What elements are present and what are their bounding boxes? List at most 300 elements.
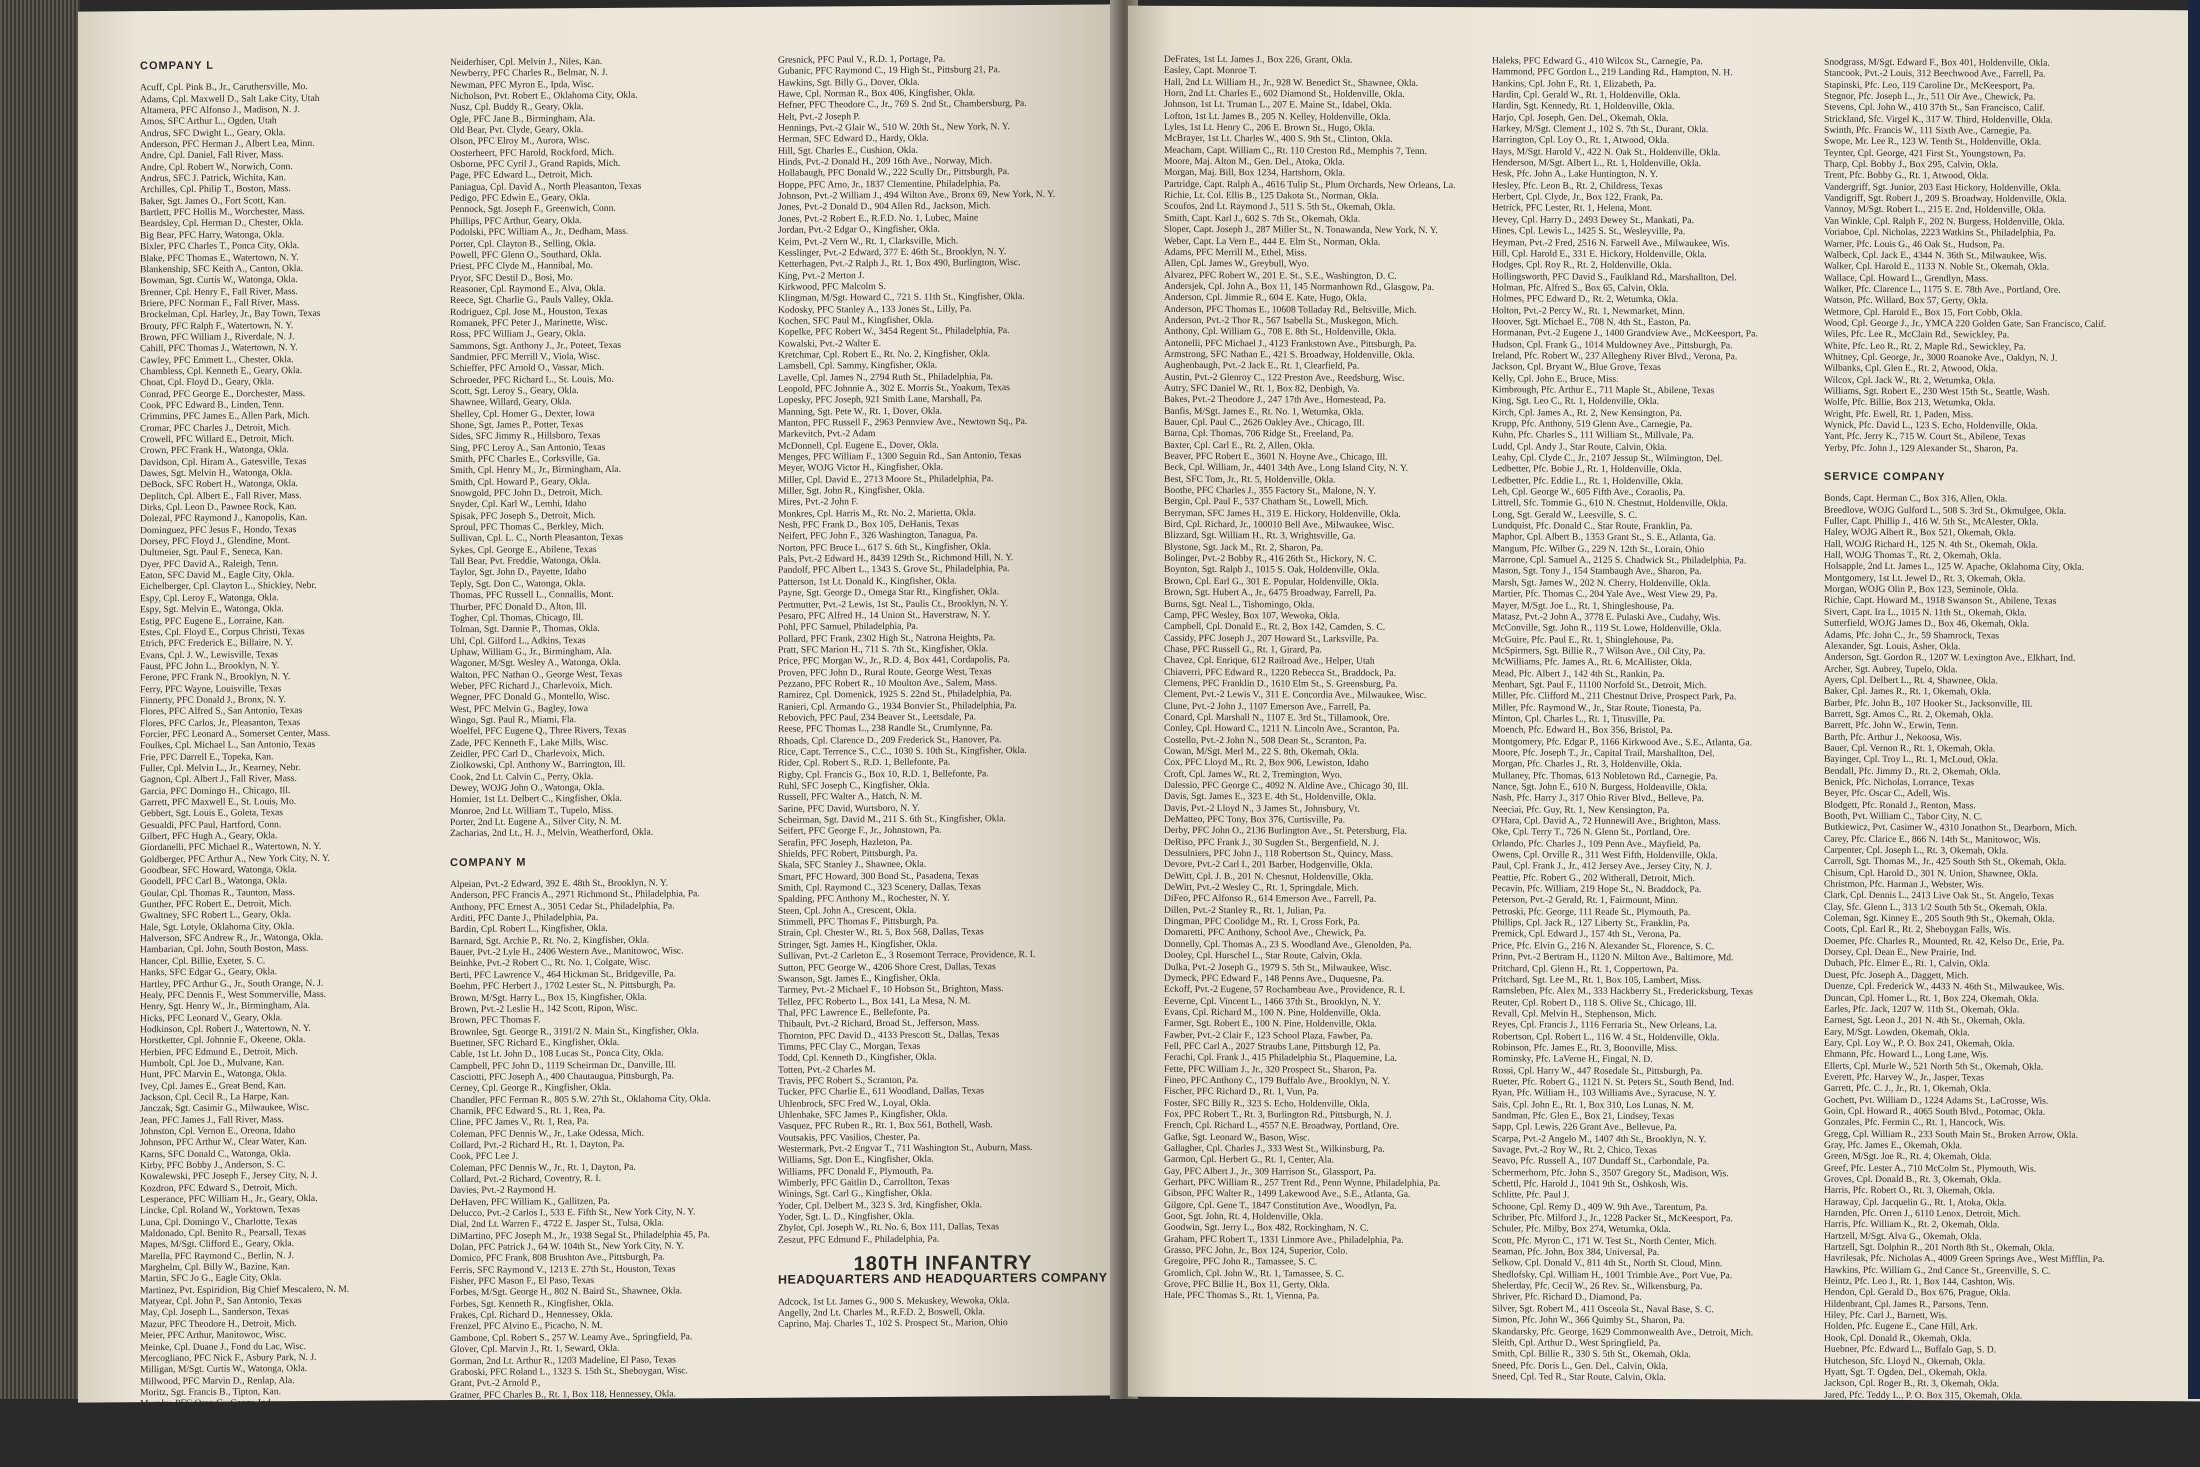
- roster-entry: Hall, WOJG Thomas T., Rt. 2, Okemah, Okla.: [1824, 549, 2002, 562]
- roster-entry: French, Cpl. Richard L., 4557 N.E. Broadway, Portland, Ore.: [1164, 1120, 1400, 1133]
- roster-entry: Holden, Pfc. Eugene E., Cane Hill, Ark.: [1824, 1321, 1978, 1333]
- roster-entry: Collard, Pvt.-2 Richard, Coventry, R. I.: [450, 1172, 601, 1186]
- roster-entry: Revall, Cpl. Melvin H., Stephenson, Mich.: [1492, 1008, 1657, 1020]
- roster-entry: Gray, Pfc. James E., Okemah, Okla.: [1824, 1139, 1963, 1152]
- roster-entry: Chiaverri, PFC Edward R., 1220 Rebecca St., Braddock, Pa.: [1164, 666, 1397, 679]
- roster-entry: Moritz, Sgt. Francis B., Tipton, Kan.: [140, 1386, 281, 1399]
- roster-entry: Hill, Sgt. Charles E., Cushion, Okla.: [778, 144, 918, 157]
- roster-entry: Cowan, M/Sgt. Merl M., 22 S. 8th, Okemah, Okla.: [1164, 745, 1360, 758]
- roster-entry: Harkey, M/Sgt. Clement J., 102 S. 7th St., Durant, Okla.: [1492, 123, 1709, 136]
- roster-entry: Shriver, Pfc. Richard D., Diamond, Pa.: [1492, 1291, 1642, 1304]
- roster-entry: DeBock, SFC Robert H., Watonga, Okla.: [140, 478, 298, 491]
- roster-entry: Kirch, Cpl. James A., Rt. 2, New Kensington, Pa.: [1492, 406, 1682, 419]
- roster-entry: Sais, Cpl. John E., Rt. 1, Box 310, Los Lunas, N. M.: [1492, 1098, 1694, 1111]
- roster-entry: Beardsley, Cpl. Herman D., Chester, Okla.: [140, 217, 304, 230]
- roster-entry: Woelfel, PFC Eugene Q., Three Rivers, Texas: [450, 725, 627, 738]
- roster-entry: Millwood, PFC Marvin D., Renlap, Ala.: [140, 1374, 295, 1387]
- roster-entry: Heintz, Pfc. Leo J., Rt. 1, Box 144, Cashton, Wis.: [1824, 1275, 2015, 1288]
- regiment-heading: 180TH INFANTRY: [853, 1252, 1033, 1276]
- roster-entry: Autry, SFC Daniel W., Rt. 1, Box 82, Denbigh, Va.: [1164, 382, 1360, 395]
- roster-entry: Hardin, Cpl. Gerald W., Rt. 1, Holdenville, Okla.: [1492, 89, 1681, 102]
- roster-entry: Wimberly, PFC Gaitlin D., Carrollton, Texas: [778, 1176, 950, 1189]
- roster-entry: Skala, SFC Stanley J., Shawnee, Okla.: [778, 859, 927, 872]
- roster-entry: Uhlenhake, SFC James P., Kingfisher, Okla.: [778, 1108, 948, 1121]
- roster-entry: Eeverne, Cpl. Vincent L., 1466 37th St., Brooklyn, N. Y.: [1164, 995, 1381, 1008]
- roster-entry: Neifert, PFC John F., 326 Washington, Tanagua, Pa.: [778, 529, 978, 543]
- roster-entry: Pedigo, PFC Edwin E., Geary, Okla.: [450, 192, 591, 205]
- roster-entry: Hall, WOJG Richard H., 125 N. 4th St., Okemah, Okla.: [1824, 538, 2038, 551]
- roster-entry: Pecavin, Pfc. William, 219 Hope St., N. Braddock, Pa.: [1492, 883, 1702, 896]
- roster-entry: Baker, Cpl. James R., Rt. 1, Okemah, Okla.: [1824, 685, 1992, 698]
- roster-entry: Zacharias, 2nd Lt., H. J., Melvin, Weatherford, Okla.: [450, 826, 654, 840]
- roster-entry: Morgan, WOJG Olin P., Box 123, Seminole, Okla.: [1824, 583, 2019, 596]
- roster-entry: Schieffer, PFC Arnold O., Vassar, Mich.: [450, 362, 604, 375]
- roster-entry: Stapinski, Pfc. Leo, 119 Caroline Dr., McKeesport, Pa.: [1824, 79, 2035, 92]
- roster-entry: Voutsakis, PFC Vasilios, Chester, Pa.: [778, 1131, 921, 1144]
- company-l-heading: COMPANY L: [140, 59, 214, 73]
- roster-entry: Austin, Pvt.-2 Glenroy C., 122 Preston Ave., Reedsburg, Wisc.: [1164, 371, 1405, 384]
- roster-entry: Anderson, PFC Thomas E., 10608 Tolladay Rd., Beltsville, Mich.: [1164, 303, 1417, 316]
- roster-entry: Spisak, PFC Joseph S., Detroit, Mich.: [450, 509, 596, 522]
- roster-entry: Owens, Cpl. Orville R., 311 West Fifth, Holdenville, Okla.: [1492, 849, 1718, 862]
- roster-entry: Bird, Cpl. Richard, Jr., 100010 Bell Ave., Milwaukee, Wisc.: [1164, 518, 1395, 531]
- roster-entry: Osborne, PFC Cyril J., Grand Rapids, Mich.: [450, 157, 621, 171]
- roster-entry: May, Cpl. Joseph L., Sanderson, Texas: [140, 1306, 289, 1319]
- roster-entry: Glover, Cpl. Marvin J., Rt. 1, Seward, Okla.: [450, 1343, 620, 1356]
- roster-entry: Archer, Sgt. Aubrey, Tupelo, Okla.: [1824, 663, 1958, 675]
- roster-entry: Smart, PFC Howard, 300 Bond St., Pasadena, Texas: [778, 870, 979, 883]
- roster-entry: Hines, Cpl. Lewis L., 1425 S. St., Wesleyville, Pa.: [1492, 225, 1686, 238]
- roster-entry: Mullaney, Pfc. Thomas, 613 Nobletown Rd., Carnegie, Pa.: [1492, 769, 1718, 782]
- roster-entry: Nusz, Cpl. Buddy R., Geary, Okla.: [450, 101, 584, 114]
- roster-entry: Thomas, PFC Russell L., Connallis, Mont.: [450, 589, 614, 602]
- roster-entry: Johnson, 1st Lt. Truman L., 207 E. Maine St., Idabel, Okla.: [1164, 99, 1392, 112]
- roster-entry: Nesh, PFC Frank D., Box 105, DeHanis, Texas: [778, 518, 959, 531]
- roster-entry: Earles, Pfc. Jack, 1207 W. 11th St., Okemah, Okla.: [1824, 1003, 2020, 1016]
- roster-entry: Gibson, PFC Walter R., 1499 Lakewood Ave., S.E., Atlanta, Ga.: [1164, 1188, 1411, 1201]
- roster-entry: Hall, 2nd Lt. William H., Jr., 928 W. Benedict St., Shawnee, Okla.: [1164, 76, 1419, 89]
- roster-entry: Stancook, Pvt.-2 Louis, 312 Beechwood Ave., Farrell, Pa.: [1824, 68, 2046, 81]
- roster-entry: Smith, Cpl. Henry M., Jr., Birmingham, Ala.: [450, 464, 622, 477]
- roster-entry: Schroeder, PFC Richard L., St. Louis, Mo.: [450, 373, 614, 386]
- roster-entry: Evans, Cpl. Richard M., 100 N. Pine, Holdenville, Okla.: [1164, 1006, 1381, 1019]
- right-column-2: [1492, 55, 1814, 1384]
- hq-company-roster-continued: [1164, 54, 1482, 1303]
- roster-entry: Crimmins, PFC James E., Allen Park, Mich.: [140, 410, 310, 423]
- roster-entry: Serafin, PFC Joseph, Hazleton, Pa.: [778, 836, 913, 849]
- roster-entry: Dewey, WOJG John O., Watonga, Okla.: [450, 781, 605, 795]
- roster-entry: Healy, PFC Dennis F., West Sommerville, Mass.: [140, 988, 327, 1002]
- roster-entry: Croft, Cpl. James W., Rt. 2, Tremington, Wyo.: [1164, 768, 1343, 781]
- roster-entry: Bardin, Cpl. Robert L., Kingfisher, Okla.: [450, 923, 608, 936]
- roster-entry: Casciotti, PFC Joseph A., 400 Chautaugua, Pittsburgh, Pa.: [450, 1070, 674, 1083]
- roster-entry: Burns, Sgt. Neal L., Tishomingo, Okla.: [1164, 598, 1315, 610]
- roster-entry: Foster, SFC Billy R., 323 S. Echo, Holdenville, Okla.: [1164, 1097, 1370, 1110]
- roster-entry: Lesperance, PFC William H., Jr., Geary, Okla.: [140, 1192, 318, 1206]
- roster-entry: Sullivan, Pvt.-2 Carleton E., 3 Rosemont Terrace, Providence, R. I.: [778, 949, 1036, 962]
- roster-entry: Davidson, Cpl. Hiram A., Gatesville, Texas: [140, 455, 307, 468]
- roster-entry: Premick, Cpl. Edward J., 157 4th St., Verona, Pa.: [1492, 928, 1682, 941]
- roster-entry: Jared, Pfc. Teddy L., P. O. Box 315, Okemah, Okla.: [1824, 1389, 2023, 1402]
- roster-entry: Reasoner, Cpl. Raymond E., Alva, Okla.: [450, 282, 606, 295]
- roster-entry: Montgomery, Pfc. Edgar P., 1166 Kirkwood Ave., S.E., Atlanta, Ga.: [1492, 735, 1752, 749]
- roster-entry: Herbien, PFC Edmund E., Detroit, Mich.: [140, 1045, 298, 1058]
- roster-entry: Lundquist, Pfc. Donald C., Star Route, Franklin, Pa.: [1492, 520, 1693, 533]
- roster-entry: Brown, PFC William J., Riverdale, N. J.: [140, 331, 295, 344]
- roster-entry: Reece, Sgt. Charlie G., Pauls Valley, Okla.: [450, 294, 614, 307]
- roster-entry: Grasso, PFC John, Jr., Box 124, Superior, Colo.: [1164, 1244, 1348, 1257]
- service-company-heading: SERVICE COMPANY: [1824, 470, 1946, 484]
- roster-entry: Farmer, Sgt. Robert E., 100 N. Pine, Holdenville, Okla.: [1164, 1018, 1377, 1030]
- roster-entry: Lyles, 1st Lt. Henry C., 206 E. Brown St., Hugo, Okla.: [1164, 121, 1375, 134]
- roster-entry: Barnard, Sgt. Archie P., Rt. No. 2, Kingfisher, Okla.: [450, 934, 650, 947]
- roster-entry: Shelerday, Pfc. Cecil W., 26 Rev. St., Wilkensburg, Pa.: [1492, 1280, 1703, 1293]
- roster-entry: King, Pvt.-2 Merton J.: [778, 269, 865, 282]
- roster-entry: Fischer, PFC Richard D., Rt. 1, Vun, Pa.: [1164, 1086, 1320, 1098]
- roster-entry: Menhart, Sgt. Paul F., 11100 Norfold St., Detroit, Mich.: [1492, 679, 1707, 692]
- roster-entry: Berti, PFC Lawrence V., 464 Hickman St., Bridgeville, Pa.: [450, 968, 676, 981]
- roster-entry: Graham, PFC Robert T., 1331 Linmore Ave., Philadelphia, Pa.: [1164, 1233, 1404, 1246]
- roster-entry: Henry, Sgt. Henry W., Jr., Birmingham, Ala.: [140, 1000, 310, 1013]
- roster-entry: Sykes, Cpl. George E., Abilene, Texas: [450, 543, 597, 556]
- roster-entry: Teply, Sgt. Don C., Watonga, Okla.: [450, 577, 586, 590]
- roster-entry: Doemer, Pfc. Charles R., Mounted, Rt. 42, Kelso Dr., Erie, Pa.: [1824, 935, 2065, 948]
- roster-entry: Acuff, Cpl. Pink B., Jr., Caruthersville, Mo.: [140, 81, 308, 94]
- roster-entry: Shone, Sgt. James P., Potter, Texas: [450, 419, 584, 432]
- roster-entry: Clemens, PFC Franklin D., 1610 Elm St., S. Greensburg, Pa.: [1164, 677, 1398, 690]
- roster-entry: Hartzell, M/Sgt. Alva G., Okemah, Okla.: [1824, 1230, 1982, 1243]
- roster-entry: Nicholson, Pvt. Robert E., Oklahoma City, Okla.: [450, 89, 638, 103]
- roster-entry: Estes, Cpl. Floyd E., Corpus Christi, Texas: [140, 625, 305, 639]
- roster-entry: Fox, PFC Robert T., Rt. 3, Burlington Rd., Pittsburgh, N. J.: [1164, 1108, 1392, 1121]
- roster-entry: Blake, PFC Thomas E., Watertown, N. Y.: [140, 251, 299, 264]
- roster-entry: Coleman, Sgt. Kinney E., 205 South 9th St., Okemah, Okla.: [1824, 912, 2055, 925]
- roster-entry: Rossi, Cpl. Harry W., 447 Rosedale St., Pittsburgh, Pa.: [1492, 1064, 1703, 1077]
- roster-entry: Evans, Cpl. J. W., Lewisville, Texas: [140, 648, 278, 661]
- roster-entry: Hendon, Cpl. Gerald D., Box 676, Prague, Okla.: [1824, 1287, 2011, 1299]
- roster-entry: Robinson, Pfc. James E., Rt. 3, Boonville, Miss.: [1492, 1042, 1678, 1054]
- roster-entry: Green, Pvt.-2 Richard R.: [450, 1411, 546, 1424]
- roster-entry: Hennings, Pvt.-2 Glair W., 510 W. 20th St., New York, N. Y.: [778, 121, 1010, 134]
- roster-entry: Wallace, Cpl. Howard L., Grendlyn, Mass.: [1824, 272, 1989, 284]
- roster-entry: Wingo, Sgt. Paul R., Miami, Fla.: [450, 714, 577, 726]
- roster-entry: Buettner, SFC Richard E., Kingfisher, Okla.: [450, 1036, 620, 1049]
- roster-entry: Powell, PFC Glenn O., Southard, Okla.: [450, 248, 602, 261]
- roster-entry: Peattie, Pfc. Robert G., 202 Witherall, Detroit, Mich.: [1492, 871, 1695, 884]
- roster-entry: Kochen, SFC Paul M., Kingfisher, Okla.: [778, 314, 934, 327]
- roster-entry: Dolezal, PFC Raymond J., Kanopolis, Kan.: [140, 512, 308, 525]
- roster-entry: Espy, Cpl. Leroy F., Watonga, Okla.: [140, 592, 279, 605]
- roster-entry: Todd, Cpl. Kenneth D., Kingfisher, Okla.: [778, 1051, 937, 1064]
- roster-entry: DiFeo, PFC Alfonso R., 614 Emerson Ave., Farrell, Pa.: [1164, 893, 1377, 906]
- roster-entry: Orlando, Pfc. Charles J., 109 Penn Ave., Mayfield, Pa.: [1492, 837, 1701, 850]
- roster-entry: Cromar, PFC Charles J., Detroit, Mich.: [140, 421, 291, 434]
- roster-entry: Andrus, SFC J. Patrick, Wichita, Kan.: [140, 172, 286, 185]
- roster-entry: Prinn, Pvt.-2 Bertram H., 1120 N. Milton Ave., Baltimore, Md.: [1492, 951, 1734, 964]
- roster-entry: Green, M/Sgt. Joe R., Rt. 4, Okemah, Okla.: [1824, 1151, 1992, 1163]
- left-column-2: [450, 55, 770, 1424]
- roster-entry: Forcier, PFC Leonard A., Somerset Center, Mass.: [140, 727, 331, 741]
- roster-entry: Dulka, Pvt.-2 Joseph G., 1979 S. 5th St., Milwaukee, Wisc.: [1164, 961, 1392, 974]
- roster-entry: Lopesky, PFC Joseph, 921 Smith Lane, Marshall, Pa.: [778, 393, 983, 407]
- roster-entry: Duest, Pfc. Joseph A., Daggett, Mich.: [1824, 969, 1969, 982]
- roster-entry: Fuller, Cpl. Melvin L., Jr., Kearney, Nebr.: [140, 762, 301, 775]
- hq-company-roster-continued-3: [1824, 57, 2164, 456]
- roster-entry: Hoover, Sgt. Michael E., 708 N. 4th St., Easton, Pa.: [1492, 316, 1691, 329]
- roster-entry: Walker, Cpl. Harold E., 1133 N. Noble St., Okemah, Okla.: [1824, 260, 2049, 273]
- roster-entry: Adams, Pfc. John C., Jr., 59 Shamrock, Texas: [1824, 629, 2000, 641]
- company-l-roster-continued: [450, 55, 770, 840]
- roster-entry: McDonnell, Cpl. Eugene E., Dover, Okla.: [778, 439, 939, 452]
- roster-entry: Porter, 2nd Lt. Eugene A., Silver City, N. M.: [450, 815, 622, 829]
- roster-entry: Scoufos, 2nd Lt. Raymond J., 511 S. 5th St., Okemah, Okla.: [1164, 201, 1396, 214]
- roster-entry: Dubach, Pfc. Elmer E., Rt. 1, Calvin, Okla.: [1824, 958, 1990, 970]
- roster-entry: Herbert, Cpl. Clyde, Jr., Box 122, Frank, Pa.: [1492, 191, 1663, 204]
- roster-entry: Alexander, Sgt. Louis, Asher, Okla.: [1824, 640, 1961, 653]
- roster-entry: Conard, Cpl. Marshall N., 1107 E. 3rd St., Tillamook, Ore.: [1164, 711, 1390, 724]
- roster-entry: Wynick, Pfc. David L., 123 S. Echo, Holdenville, Okla.: [1824, 419, 2038, 432]
- roster-entry: McBrayer, 1st Lt. Charles W., 400 S. 9th St., Clinton, Okla.: [1164, 133, 1393, 146]
- roster-entry: Hankins, Cpl. John F., Rt. 1, Elizabeth, Pa.: [1492, 77, 1657, 90]
- roster-entry: Miller, Pfc. Clifford M., 211 Chestnut Drive, Prospect Park, Pa.: [1492, 690, 1737, 703]
- roster-entry: Zade, PFC Kenneth F., Lake Mills, Wisc.: [450, 736, 609, 749]
- roster-entry: Bowman, Sgt. Curtis W., Watonga, Okla.: [140, 274, 298, 287]
- roster-entry: Harjo, Cpl. Joseph, Gen. Del., Okemah, Okla.: [1492, 111, 1669, 124]
- roster-entry: Brouty, PFC Ralph F., Watertown, N. Y.: [140, 319, 294, 332]
- roster-entry: Norton, PFC Bruce L., 617 S. 6th St., Kingfisher, Okla.: [778, 541, 992, 554]
- roster-entry: Pritchard, Cpl. Glenn H., Rt. 1, Coppertown, Pa.: [1492, 962, 1679, 975]
- roster-entry: Podolski, PFC William A., Jr., Dedham, Mass.: [450, 225, 629, 239]
- company-l-roster: [140, 80, 440, 1466]
- roster-entry: O'Hara, Cpl. David A., 72 Hunnewill Ave., Brighton, Mass.: [1492, 815, 1721, 828]
- roster-entry: Williams, PFC Donald F., Plymouth, Pa.: [778, 1165, 934, 1178]
- roster-entry: Fawber, Pvt.-2 Clair F., 123 School Plaza, Fawber, Pa.: [1164, 1029, 1373, 1042]
- roster-entry: Sammons, Sgt. Anthony J., Jr., Poteet, Texas: [450, 339, 622, 352]
- roster-entry: Tharp, Cpl. Bobby J., Box 295, Calvin, Okla.: [1824, 158, 1999, 171]
- roster-entry: King, Sgt. Leo C., Rt. 1, Holdenville, Okla.: [1492, 395, 1660, 408]
- roster-entry: Hunt, PFC Marvin E., Watonga, Okla.: [140, 1068, 287, 1081]
- roster-entry: Campbell, Cpl. Donald E., Rt. 2, Box 142, Camden, S. C.: [1164, 621, 1386, 633]
- roster-entry: Green, Pvt.-2 Clifford L., Rt. 2, Waupaca, Wisc.: [450, 1399, 635, 1412]
- roster-entry: Marsh, Sgt. James W., 202 N. Cherry, Holdenville, Okla.: [1492, 577, 1711, 590]
- roster-entry: Price, PFC Morgan W., Jr., R.D. 4, Box 441, Cordapolis, Pa.: [778, 654, 1010, 667]
- roster-entry: Klingman, M/Sgt. Howard C., 721 S. 11th St., Kingfisher, Okla.: [778, 291, 1025, 304]
- roster-entry: Thornton, PFC David D., 4133 Prescott St., Dallas, Texas: [778, 1028, 1000, 1042]
- roster-entry: Dial, 2nd Lt. Warren F., 4722 E. Jasper St., Tulsa, Okla.: [450, 1217, 664, 1231]
- roster-entry: Matyear, Cpl. John P., San Antonio, Texas: [140, 1295, 302, 1308]
- roster-entry: Uhlenbrock, SFC Fred W., Loyal, Okla.: [778, 1097, 931, 1110]
- roster-entry: Wilcox, Cpl. Jack W., Rt. 2, Wetumka, Okla.: [1824, 374, 1996, 387]
- roster-entry: McWilliams, Cpl. Glenn L., Hondo, Texas: [140, 1453, 303, 1467]
- roster-entry: Bakes, Pvt.-2 Theodore J., 247 17th Ave., Homestead, Pa.: [1164, 394, 1386, 407]
- roster-entry: Ehmann, Pfc. Howard L., Long Lane, Wis.: [1824, 1048, 1989, 1061]
- roster-entry: Smith, PFC Charles E., Corksville, Ga.: [450, 453, 601, 466]
- roster-entry: Baxter, Cpl. Carl E., Rt. 2, Allen, Okla.: [1164, 439, 1315, 452]
- roster-entry: Helt, Pvt.-2 Joseph P.: [778, 110, 861, 123]
- roster-entry: Andersjek, Cpl. John A., Box 11, 145 Normanhown Rd., Glasgow, Pa.: [1164, 280, 1435, 293]
- roster-entry: Rhoads, Cpl. Clarence D., 209 Frederick St., Hanover, Pa.: [778, 733, 1002, 747]
- roster-entry: Adcock, 1st Lt. James G., 900 S. Mekuskey, Wewoka, Okla.: [778, 1294, 1010, 1308]
- roster-entry: Choat, Cpl. Floyd D., Geary, Okla.: [140, 376, 274, 389]
- roster-entry: Fineo, PFC Anthony C., 179 Buffalo Ave., Brooklyn, N. Y.: [1164, 1074, 1390, 1087]
- roster-entry: Price, Pfc. Elvin G., 216 N. Alexander St., Florence, S. C.: [1492, 940, 1715, 953]
- left-page: [78, 4, 1118, 1467]
- roster-entry: Manning, Sgt. Pete W., Rt. 1, Dover, Okla.: [778, 405, 943, 418]
- roster-entry: Gubanic, PFC Raymond C., 19 High St., Pittsburg 21, Pa.: [778, 64, 1001, 78]
- roster-entry: Davis, Sgt. James E., 323 E. 4th St., Holdenville, Okla.: [1164, 791, 1377, 804]
- roster-entry: Mangum, Pfc. Wilber G., 229 N. 12th St., Lorain, Ohio: [1492, 543, 1705, 555]
- roster-entry: Reese, PFC Thomas L., 238 Randle St., Crumlynne, Pa.: [778, 722, 993, 736]
- roster-entry: Mazur, PFC Theodore H., Detroit, Mich.: [140, 1317, 297, 1331]
- right-column-1: [1164, 54, 1482, 1303]
- roster-entry: Brown, PFC Thomas F.: [450, 1014, 541, 1027]
- roster-entry: Voriaboe, Cpl. Nicholas, 2223 Watkins St., Philadelphia, Pa.: [1824, 226, 2056, 239]
- roster-entry: Tall Bear, Pvt. Freddie, Watonga, Okla.: [450, 555, 601, 568]
- roster-entry: Humbolt, Cpl. Joe D., Mulvane, Kan.: [140, 1057, 285, 1070]
- roster-entry: Moench, Pfc. Edward H., Box 356, Bristol, Pa.: [1492, 724, 1673, 737]
- roster-entry: Goin, Cpl. Howard R., 4065 South Blvd., Potomac, Okla.: [1824, 1105, 2046, 1118]
- roster-entry: Homier, 1st Lt. Delbert C., Kingfisher, Okla.: [450, 793, 622, 806]
- roster-entry: Pritchard, Sgt. Lee M., Rt. 1, Box 105, Lambert, Miss.: [1492, 974, 1702, 987]
- roster-entry: Ferris, SFC Raymond V., 1213 E. 27th St., Houston, Texas: [450, 1263, 676, 1276]
- roster-entry: Cox, PFC Lloyd M., Rt. 2, Box 906, Lewiston, Idaho: [1164, 757, 1369, 770]
- roster-entry: Dingman, PFC Coolidge M., Rt. 1, Cross Fork, Pa.: [1164, 915, 1360, 928]
- roster-entry: Campbell, PFC John D., 1119 Scheirman Dr., Danville, Ill.: [450, 1059, 677, 1072]
- roster-entry: Skandarsky, Pfc. George, 1629 Commonwealth Ave., Detroit, Mich.: [1492, 1325, 1754, 1338]
- roster-entry: Horn, 2nd Lt. Charles E., 602 Diamond St., Holdenville, Okla.: [1164, 87, 1405, 100]
- roster-entry: Priest, PFC Clyde M., Hannibal, Mo.: [450, 260, 593, 273]
- roster-entry: Gay, PFC Albert J., Jr., 309 Harrison St., Glassport, Pa.: [1164, 1165, 1377, 1178]
- roster-entry: DeWitt, Pvt.-2 Wesley C., Rt. 1, Springdale, Mich.: [1164, 881, 1359, 894]
- roster-entry: Kretchmar, Cpl. Robert E., Rt. No. 2, Kingfisher, Okla.: [778, 348, 991, 361]
- roster-entry: Peterson, Pvt.-2 Gerald, Rt. 1, Fairmount, Minn.: [1492, 894, 1678, 907]
- roster-entry: Meinke, Cpl. Duane J., Fond du Lac, Wisc.: [140, 1340, 306, 1353]
- roster-entry: Lavelle, Cpl. James N., 2794 Ruth St., Philadelphia, Pa.: [778, 370, 993, 384]
- roster-entry: Rigby, Cpl. Francis G., Box 10, R.D. 1, Bellefonte, Pa.: [778, 767, 989, 781]
- roster-entry: Sapp, Cpl. Lewis, 226 Grant Ave., Bellevue, Pa.: [1492, 1121, 1677, 1134]
- roster-entry: Zeszut, PFC Edmund F., Philadelphia, Pa.: [778, 1233, 940, 1246]
- roster-entry: Harrington, Cpl. Loy O., Rt. 1, Atwood, Okla.: [1492, 134, 1670, 147]
- roster-entry: Eary, M/Sgt. Lowden, Okemah, Okla.: [1824, 1026, 1970, 1038]
- roster-entry: McCarthy, PFC Vernon G., Oxford, Wisc.: [140, 1419, 301, 1433]
- roster-entry: Hutcheson, Sfc. Lloyd N., Okemah, Okla.: [1824, 1355, 1986, 1367]
- roster-entry: Pratt, SFC Marion H., 711 S. 7th St., Kingfisher, Okla.: [778, 643, 989, 656]
- right-column-3: [1824, 57, 2164, 1414]
- roster-entry: Robertson, Cpl. Robert L., 116 W. 4 St., Holdenville, Okla.: [1492, 1030, 1720, 1043]
- roster-entry: Wood, Cpl. George J., Jr., YMCA 220 Golden Gate, San Francisco, Calif.: [1824, 317, 2107, 330]
- roster-entry: Warner, Pfc. Louis G., 46 Oak St., Hudson, Pa.: [1824, 238, 2005, 250]
- left-column-1: [140, 57, 440, 1466]
- roster-entry: Simon, Pfc. John W., 366 Quimby St., Sharon, Pa.: [1492, 1314, 1685, 1327]
- roster-entry: Nash, Pfc. Harry J., 317 Ohio River Blvd., Belleve, Pa.: [1492, 792, 1704, 805]
- roster-entry: Barrett, Sgt. Amos C., Rt. 2, Okemah, Okla.: [1824, 708, 1994, 721]
- roster-entry: Caprino, Maj. Charles T., 102 S. Prospect St., Marion, Ohio: [778, 1317, 1008, 1331]
- roster-entry: Beyer, Pfc. Oscar C., Adell, Wis.: [1824, 788, 1951, 800]
- roster-entry: Pals, Pvt.-2 Edward H., 8439 129th St., Richmond Hill, N. Y.: [778, 552, 1014, 565]
- roster-entry: Dymeck, PFC Edward F., 148 Penns Ave., Duquesne, Pa.: [1164, 972, 1384, 985]
- roster-entry: Conley, Cpl. Howard C., 1211 N. Lincoln Ave., Scranton, Pa.: [1164, 723, 1400, 736]
- roster-entry: Dorsey, PFC Floyd J., Glendine, Mont.: [140, 535, 291, 548]
- roster-entry: Sproul, PFC Thomas C., Berkley, Mich.: [450, 521, 604, 534]
- roster-entry: Gorman, 2nd Lt. Arthur R., 1203 Madeline, El Paso, Texas: [450, 1353, 676, 1367]
- roster-entry: Garrett, PFC Maxwell E., St. Louis, Mo.: [140, 796, 297, 809]
- roster-entry: Stevens, Cpl. John W., 410 37th St., San Francisco, Calif.: [1824, 102, 2045, 115]
- right-page: [1128, 6, 2200, 1413]
- roster-entry: Gwaltney, SFC Robert L., Geary, Okla.: [140, 909, 292, 922]
- roster-entry: Strickland, Sfc. Virgel K., 317 W. Third, Holdenville, Okla.: [1824, 113, 2053, 126]
- roster-entry: Seavo, Pfc. Russell A., 107 Dundaff St., Carbondale, Pa.: [1492, 1155, 1710, 1168]
- roster-entry: Seaman, Pfc. John, Box 384, Universal, Pa.: [1492, 1246, 1660, 1259]
- roster-entry: Hartzell, Sgt. Dolphin R., 201 North 8th St., Okemah, Okla.: [1824, 1241, 2055, 1254]
- roster-entry: Scheirman, Sgt. David M., 211 S. 6th St., Kingfisher, Okla.: [778, 813, 1006, 826]
- roster-entry: Johnston, Cpl. Vernon E., Oreona, Idaho: [140, 1125, 296, 1138]
- roster-entry: Rodriguez, Cpl. Jose M., Houston, Texas: [450, 305, 608, 318]
- roster-entry: Hays, M/Sgt. Harold V., 422 N. Oak St., Holdenville, Okla.: [1492, 145, 1721, 158]
- roster-entry: Kuhn, Pfc. Charles S., 111 William St., Millvale, Pa.: [1492, 429, 1694, 442]
- roster-entry: Sutterfield, WOJG James D., Box 46, Okemah, Okla.: [1824, 617, 2030, 630]
- roster-entry: Archilles, Cpl. Philip T., Boston, Mass.: [140, 183, 291, 196]
- roster-entry: Uhl, Cpl. Gilford L., Adkins, Texas: [450, 634, 586, 647]
- roster-entry: Ferry, PFC Wayne, Louisville, Texas: [140, 682, 282, 695]
- roster-entry: DeWitt, Cpl. J. B., 201 N. Chesnut, Holdenville, Okla.: [1164, 870, 1374, 883]
- roster-entry: Neiderhiser, Cpl. Melvin J., Niles, Kan.: [450, 55, 603, 69]
- roster-entry: Garcia, PFC Domingo H., Chicago, Ill.: [140, 784, 291, 797]
- roster-entry: Huebner, Pfc. Edward L., Buffalo Gap, S. D.: [1824, 1343, 1997, 1356]
- roster-entry: Costello, Pvt.-2 John N., 508 Dean St., Scranton, Pa.: [1164, 734, 1367, 747]
- book-cover-edge: [2188, 0, 2200, 1399]
- roster-entry: Gebbert, Sgt. Louis E., Goleta, Texas: [140, 807, 284, 820]
- roster-entry: Uphaw, William G., Jr., Birmingham, Ala.: [450, 645, 612, 658]
- roster-entry: Faust, PFC John L., Brooklyn, N. Y.: [140, 660, 280, 673]
- roster-entry: Schoone, Cpl. Remy D., 409 W. 9th Ave., Tarentum, Pa.: [1492, 1200, 1708, 1213]
- roster-entry: Gratner, PFC Charles B., Rt. 1, Box 118, Hennessey, Okla.: [450, 1387, 676, 1401]
- roster-entry: Blizzard, Sgt. William H., Rt. 3, Wrightsville, Ga.: [1164, 530, 1356, 543]
- roster-entry: Kimbrough, Pfc. Arthur E., 711 Maple St., Abilene, Texas: [1492, 384, 1715, 397]
- roster-entry: Cook, PFC Edward B., Linden, Tenn.: [140, 399, 285, 412]
- roster-entry: Clay, Sfc. Glenn L., 313 1/2 South 5th St., Okemah, Okla.: [1824, 901, 2048, 914]
- roster-entry: Meyer, WOJG Victor H., Kingfisher, Okla.: [778, 461, 944, 475]
- roster-entry: Ranieri, Cpl. Armando G., 1934 Bonvier St., Philadelphia, Pa.: [778, 699, 1017, 713]
- roster-entry: Milligan, M/Sgt. Curtis W., Watonga, Okla.: [140, 1363, 308, 1376]
- roster-entry: Kowalski, Pvt.-2 Walter E.: [778, 337, 881, 350]
- roster-entry: McGuire, Pfc. Paul E., Rt. 1, Shinglehouse, Pa.: [1492, 633, 1674, 646]
- roster-entry: Etrich, PFC Frederick E., Billaire, N. Y.: [140, 637, 293, 650]
- roster-entry: Pennock, Sgt. Joseph F., Greenwich, Conn.: [450, 203, 616, 216]
- roster-entry: Walton, PFC Nathan O., George West, Texas: [450, 668, 623, 681]
- roster-entry: Shelley, Cpl. Homer G., Dexter, Iowa: [450, 407, 595, 420]
- roster-entry: Bauer, Pvt.-2 Lyle H., 2406 Western Ave., Manitowoc, Wisc.: [450, 945, 684, 959]
- roster-entry: Selkow, Cpl. Donald V., 811 4th St., North St. Cloud, Minn.: [1492, 1257, 1723, 1270]
- roster-entry: Beck, Cpl. William, Jr., 4401 34th Ave., Long Island City, N. Y.: [1164, 462, 1409, 475]
- roster-entry: Haraway, Cpl. Jacquelin G., Rt. 1, Atoka, Okla.: [1824, 1196, 2007, 1209]
- roster-entry: Anderson, PFC Francis A., 2971 Richmond St., Philadelphia, Pa.: [450, 888, 700, 902]
- roster-entry: Domaretti, PFC Anthony, School Ave., Chewick, Pa.: [1164, 927, 1367, 940]
- roster-entry: Sloper, Capt. Joseph J., 287 Miller St., N. Tonawanda, New York, N. Y.: [1164, 223, 1438, 237]
- roster-entry: DiMartino, PFC Joseph M., Jr., 1938 Segal St., Philadelphia 45, Pa.: [450, 1228, 710, 1242]
- roster-entry: Miller, Pfc. Raymond W., Jr., Star Route, Tionesta, Pa.: [1492, 701, 1702, 714]
- roster-entry: Martier, Pfc. Thomas C., 204 Yale Ave., West View 29, Pa.: [1492, 588, 1718, 601]
- roster-entry: Beinhke, Pvt.-2 Robert C., Rt. No. 1, Colgate, Wisc.: [450, 957, 651, 970]
- roster-entry: Bonds, Capt. Herman C., Box 316, Allen, Okla.: [1824, 493, 2008, 505]
- roster-entry: Hudson, Cpl. Frank G., 1014 Muldowney Ave., Pittsburgh, Pa.: [1492, 338, 1733, 351]
- roster-entry: Vandigriff, Sgt. Robert J., 209 S. Broadway, Holdenville, Okla.: [1824, 192, 2067, 205]
- roster-entry: Holman, Pfc. Alfred S., Box 65, Calvin, Okla.: [1492, 282, 1669, 294]
- roster-entry: Goular, Cpl. Thomas R., Taunton, Mass.: [140, 886, 296, 899]
- roster-entry: Ryan, Pfc. William H., 103 Williams Ave., Syracuse, N. Y.: [1492, 1087, 1717, 1100]
- roster-entry: Maldonado, Cpl. Benito R., Pearsall, Texas: [140, 1227, 306, 1240]
- roster-entry: Togher, Cpl. Thomas, Chicago, Ill.: [450, 611, 584, 624]
- roster-entry: Grove, PFC Billie H., Box 11, Gerty, Okla.: [1164, 1278, 1330, 1291]
